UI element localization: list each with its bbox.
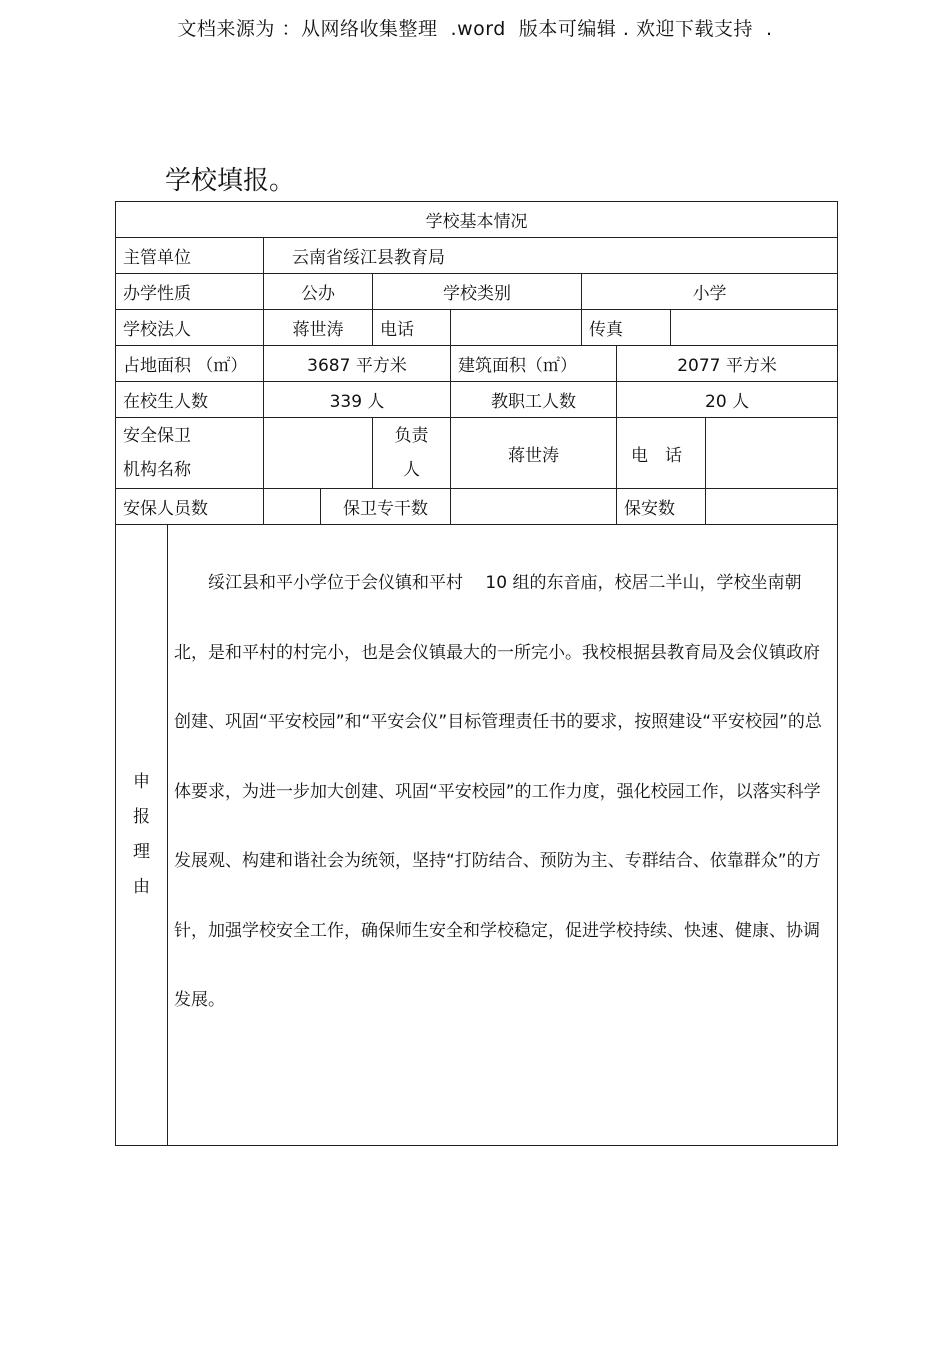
nature-value: 公办 xyxy=(264,274,373,310)
supervisor-label: 主管单位 xyxy=(116,238,264,274)
section-title: 学校填报。 xyxy=(165,166,296,196)
reason-label-char: 申 xyxy=(133,772,150,792)
legal-person-label: 学校法人 xyxy=(116,310,264,346)
building-area-value: 2077 平方米 xyxy=(617,346,838,382)
reason-label-char: 报 xyxy=(133,807,150,827)
security-count-label: 保安数 xyxy=(617,489,706,525)
security-count-value xyxy=(706,489,838,525)
nature-label: 办学性质 xyxy=(116,274,264,310)
land-area-value: 3687 平方米 xyxy=(264,346,451,382)
guards-label: 安保人员数 xyxy=(116,489,264,525)
reason-label-char: 由 xyxy=(133,877,150,897)
security-org-label xyxy=(116,418,264,489)
phone-label: 电话 xyxy=(373,310,451,346)
responsible-value: 蒋世涛 xyxy=(451,418,617,489)
cadres-value xyxy=(451,489,617,525)
school-info-table xyxy=(115,201,838,1146)
reason-label xyxy=(116,525,168,1146)
security-org-label-line2: 机构名称 xyxy=(123,460,191,480)
security-phone-value xyxy=(706,418,838,489)
responsible-label-line1: 负责 xyxy=(394,426,429,446)
guards-value xyxy=(264,489,321,525)
staff-label: 教职工人数 xyxy=(451,382,617,418)
cadres-label: 保卫专干数 xyxy=(321,489,451,525)
supervisor-value: 云南省绥江县教育局 xyxy=(264,238,838,274)
land-area-label: 占地面积 （㎡） xyxy=(116,346,264,382)
security-org-value xyxy=(264,418,373,489)
page-header: 文档来源为 ：从网络收集整理 .word 版本可编辑 . 欢迎下载支持 . xyxy=(177,18,773,40)
category-label: 学校类别 xyxy=(373,274,582,310)
responsible-label-line2: 人 xyxy=(403,460,420,480)
staff-value: 20 人 xyxy=(617,382,838,418)
legal-person-value: 蒋世涛 xyxy=(264,310,373,346)
reason-label-char: 理 xyxy=(133,842,150,862)
security-org-label-line1: 安全保卫 xyxy=(123,426,191,446)
building-area-label: 建筑面积（㎡） xyxy=(451,346,617,382)
students-label: 在校生人数 xyxy=(116,382,264,418)
students-value: 339 人 xyxy=(264,382,451,418)
security-phone-label: 电 话 xyxy=(617,418,706,489)
fax-value xyxy=(671,310,838,346)
reason-text: 绥江县和平小学位于会仪镇和平村 10 组的东音庙，校居二半山，学校坐南朝北，是和平村的村完小，也是会仪镇最大的一所完小。我校根据县教育局及会仪镇政府创建、巩固“平安校园”和“平安会仪”目标管理责任书的要求，按照建设“平安校园”的总体要求，为进一步加大创建、巩固“平安校园”的工作力度，强化校园工作，以落实科学发展观、构建和谐社会为统领，坚持“打防结合、预防为主、专群结合、依靠群众”的方针，加强学校安全工作，确保师生安全和学校稳定，促进学校持续、快速、健康、协调发展。 xyxy=(174,573,822,1010)
phone-value xyxy=(451,310,582,346)
responsible-label xyxy=(373,418,451,489)
category-value: 小学 xyxy=(582,274,838,310)
table-title: 学校基本情况 xyxy=(116,202,838,238)
fax-label: 传真 xyxy=(582,310,671,346)
reason-text-cell xyxy=(168,525,838,1146)
